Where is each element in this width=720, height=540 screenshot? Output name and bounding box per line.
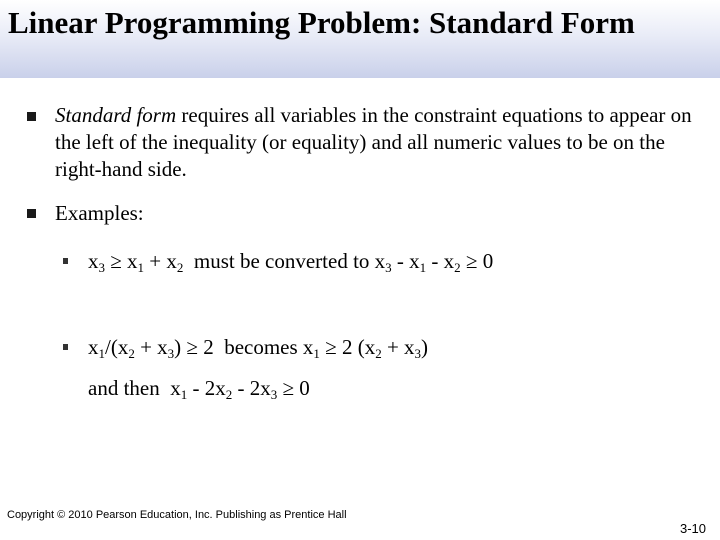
eq-subscript: 1 <box>98 346 105 361</box>
eq-text: + x <box>134 335 168 359</box>
eq-text: must be converted to x <box>183 249 386 273</box>
example-1 <box>88 248 493 275</box>
eq-subscript: 3 <box>270 387 278 402</box>
eq-text: x <box>88 335 99 359</box>
slide-title: Linear Programming Problem: Standard Form <box>8 5 635 40</box>
examples-label: Examples: <box>55 201 144 225</box>
eq-subscript: 2 <box>128 346 135 361</box>
paragraph-text: requires all variables in the constraint equations to appear on the left of the inequality (or equality) and all numeric values to be on the right-hand side. <box>55 103 692 181</box>
example-2-continuation <box>88 375 310 402</box>
page-number: 3-10 <box>679 521 706 536</box>
eq-subscript: 1 <box>137 260 145 275</box>
eq-text: and then x <box>88 376 181 400</box>
eq-text: - 2x <box>187 376 226 400</box>
eq-text: x <box>88 249 99 273</box>
eq-subscript: 2 <box>454 260 461 275</box>
eq-subscript: 1 <box>313 346 320 361</box>
eq-text: - 2x <box>232 376 271 400</box>
eq-subscript: 3 <box>414 346 422 361</box>
eq-text: ≥ x <box>105 249 138 273</box>
eq-subscript: 3 <box>167 346 175 361</box>
eq-text: - x <box>391 249 420 273</box>
sub-bullet-icon <box>63 344 68 350</box>
bullet-square-icon <box>27 209 36 218</box>
eq-subscript: 2 <box>225 387 233 402</box>
eq-subscript: 2 <box>375 346 382 361</box>
eq-subscript: 3 <box>385 260 392 275</box>
eq-subscript: 3 <box>98 260 105 275</box>
eq-text: + x <box>381 335 415 359</box>
eq-text: ) <box>421 335 429 359</box>
example-2 <box>88 334 428 361</box>
eq-text: ≥ 0 <box>460 249 494 273</box>
eq-subscript: 1 <box>419 260 427 275</box>
copyright-footer: Copyright © 2010 Pearson Education, Inc. Publishing as Prentice Hall <box>7 509 347 521</box>
eq-text: ) ≥ 2 becomes x <box>174 335 314 359</box>
standard-form-paragraph <box>55 102 705 183</box>
emphasis-text: Standard form <box>55 103 177 127</box>
sub-bullet-icon <box>63 258 68 264</box>
eq-subscript: 2 <box>176 260 184 275</box>
eq-text: + x <box>144 249 177 273</box>
eq-text: ≥ 2 (x <box>319 335 376 359</box>
eq-text: ≥ 0 <box>277 376 310 400</box>
eq-subscript: 1 <box>180 387 188 402</box>
bullet-square-icon <box>27 112 36 121</box>
eq-text: /(x <box>105 335 129 359</box>
eq-text: - x <box>426 249 455 273</box>
